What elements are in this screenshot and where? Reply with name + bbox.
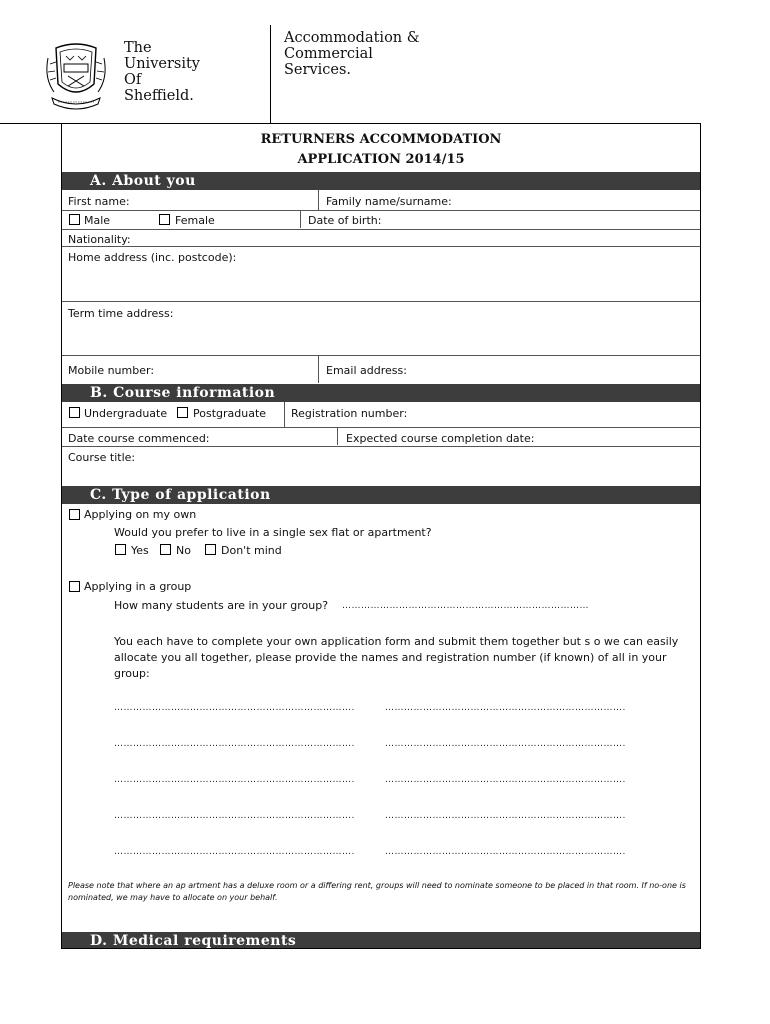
group-size-question: How many students are in your group? — [114, 599, 329, 612]
no-checkbox[interactable] — [160, 544, 171, 555]
apply-own-checkbox[interactable] — [69, 509, 80, 520]
university-line: Of — [124, 72, 142, 88]
first-name-field[interactable] — [62, 190, 318, 210]
course-title-field[interactable] — [62, 447, 700, 483]
term-address-field[interactable] — [62, 302, 700, 354]
group-member-field[interactable]: …………………………………………………………………. — [385, 775, 626, 785]
group-member-field[interactable]: …………………………………………………………………. — [385, 811, 626, 821]
group-member-field[interactable]: …………………………………………………………………. — [114, 703, 355, 713]
university-line: The — [124, 40, 152, 56]
section-a-heading: A. About you — [90, 173, 196, 189]
group-member-field[interactable]: …………………………………………………………………. — [385, 847, 626, 857]
postgraduate-checkbox[interactable] — [177, 407, 188, 418]
group-member-field[interactable]: …………………………………………………………………. — [385, 703, 626, 713]
university-crest-logo — [44, 38, 108, 114]
male-checkbox[interactable] — [69, 214, 80, 225]
university-line: University — [124, 56, 200, 72]
group-instructions: You each have to complete your own application form and submit them together but s o we can easily allocate you all together, please provide the names and registration number (if known) of all in your group: — [114, 635, 679, 680]
form-title-line1: RETURNERS ACCOMMODATION — [260, 132, 502, 147]
section-b-heading: B. Course information — [90, 385, 276, 401]
university-name — [124, 40, 200, 104]
date-commenced-label: Date course commenced: — [68, 432, 210, 445]
postgraduate-label: Postgraduate — [193, 407, 267, 420]
dob-field[interactable] — [301, 210, 701, 228]
nationality-label: Nationality: — [68, 233, 131, 246]
home-address-label: Home address (inc. postcode): — [68, 251, 237, 264]
female-label: Female — [175, 214, 215, 227]
section-c-heading: C. Type of application — [90, 487, 271, 503]
mobile-field[interactable] — [62, 356, 318, 383]
department-name — [284, 30, 420, 78]
apply-group-label: Applying in a group — [84, 580, 192, 593]
dont-mind-checkbox[interactable] — [205, 544, 216, 555]
family-name-field[interactable] — [319, 190, 701, 210]
no-label: No — [176, 544, 191, 557]
form-title-line2: APPLICATION 2014/15 — [297, 152, 465, 167]
mobile-label: Mobile number: — [68, 364, 155, 377]
group-member-field[interactable]: …………………………………………………………………. — [385, 739, 626, 749]
home-address-field[interactable] — [62, 247, 700, 300]
email-label: Email address: — [326, 364, 407, 377]
dob-label: Date of birth: — [308, 214, 382, 227]
yes-checkbox[interactable] — [115, 544, 126, 555]
completion-date-field[interactable] — [338, 428, 701, 445]
form-title — [62, 130, 700, 170]
apply-own-label: Applying on my own — [84, 508, 197, 521]
university-line: Sheffield. — [124, 88, 194, 104]
section-d-heading: D. Medical requirements — [90, 933, 297, 949]
deluxe-room-note: Please note that where an ap artment has a deluxe room or a differing rent, groups will need to nominate someone to be placed in that room. If no-one is nominated, we may have to allocate on your behalf. — [68, 881, 686, 902]
group-member-field[interactable]: …………………………………………………………………. — [114, 847, 355, 857]
section-d-header — [62, 932, 700, 949]
department-line: Services. — [284, 62, 352, 78]
undergraduate-checkbox[interactable] — [69, 407, 80, 418]
header-divider-vertical — [270, 25, 271, 124]
yes-label: Yes — [131, 544, 149, 557]
single-sex-question: Would you prefer to live in a single sex flat or apartment? — [114, 526, 432, 539]
date-commenced-field[interactable] — [62, 428, 337, 445]
registration-label: Registration number: — [291, 407, 408, 420]
undergraduate-label: Undergraduate — [84, 407, 168, 420]
nationality-field[interactable] — [62, 229, 700, 245]
section-b-header — [62, 384, 700, 402]
registration-field[interactable] — [285, 402, 701, 427]
course-title-label: Course title: — [68, 451, 136, 464]
first-name-label: First name: — [68, 195, 130, 208]
completion-date-label: Expected course completion date: — [346, 432, 535, 445]
department-line: Accommodation & — [284, 30, 420, 46]
department-line: Commercial — [284, 46, 373, 62]
dont-mind-label: Don't mind — [221, 544, 282, 557]
group-member-field[interactable]: …………………………………………………………………. — [114, 811, 355, 821]
apply-group-checkbox[interactable] — [69, 581, 80, 592]
term-address-label: Term time address: — [68, 307, 174, 320]
section-a-header — [62, 172, 700, 190]
male-label: Male — [84, 214, 111, 227]
application-form — [61, 123, 701, 949]
group-member-field[interactable]: …………………………………………………………………. — [114, 775, 355, 785]
female-checkbox[interactable] — [159, 214, 170, 225]
family-name-label: Family name/surname: — [326, 195, 452, 208]
email-field[interactable] — [319, 356, 701, 383]
group-member-field[interactable]: …………………………………………………………………. — [114, 739, 355, 749]
section-c-header — [62, 486, 700, 504]
group-size-field[interactable]: …………………………………………………………………… — [342, 601, 589, 611]
